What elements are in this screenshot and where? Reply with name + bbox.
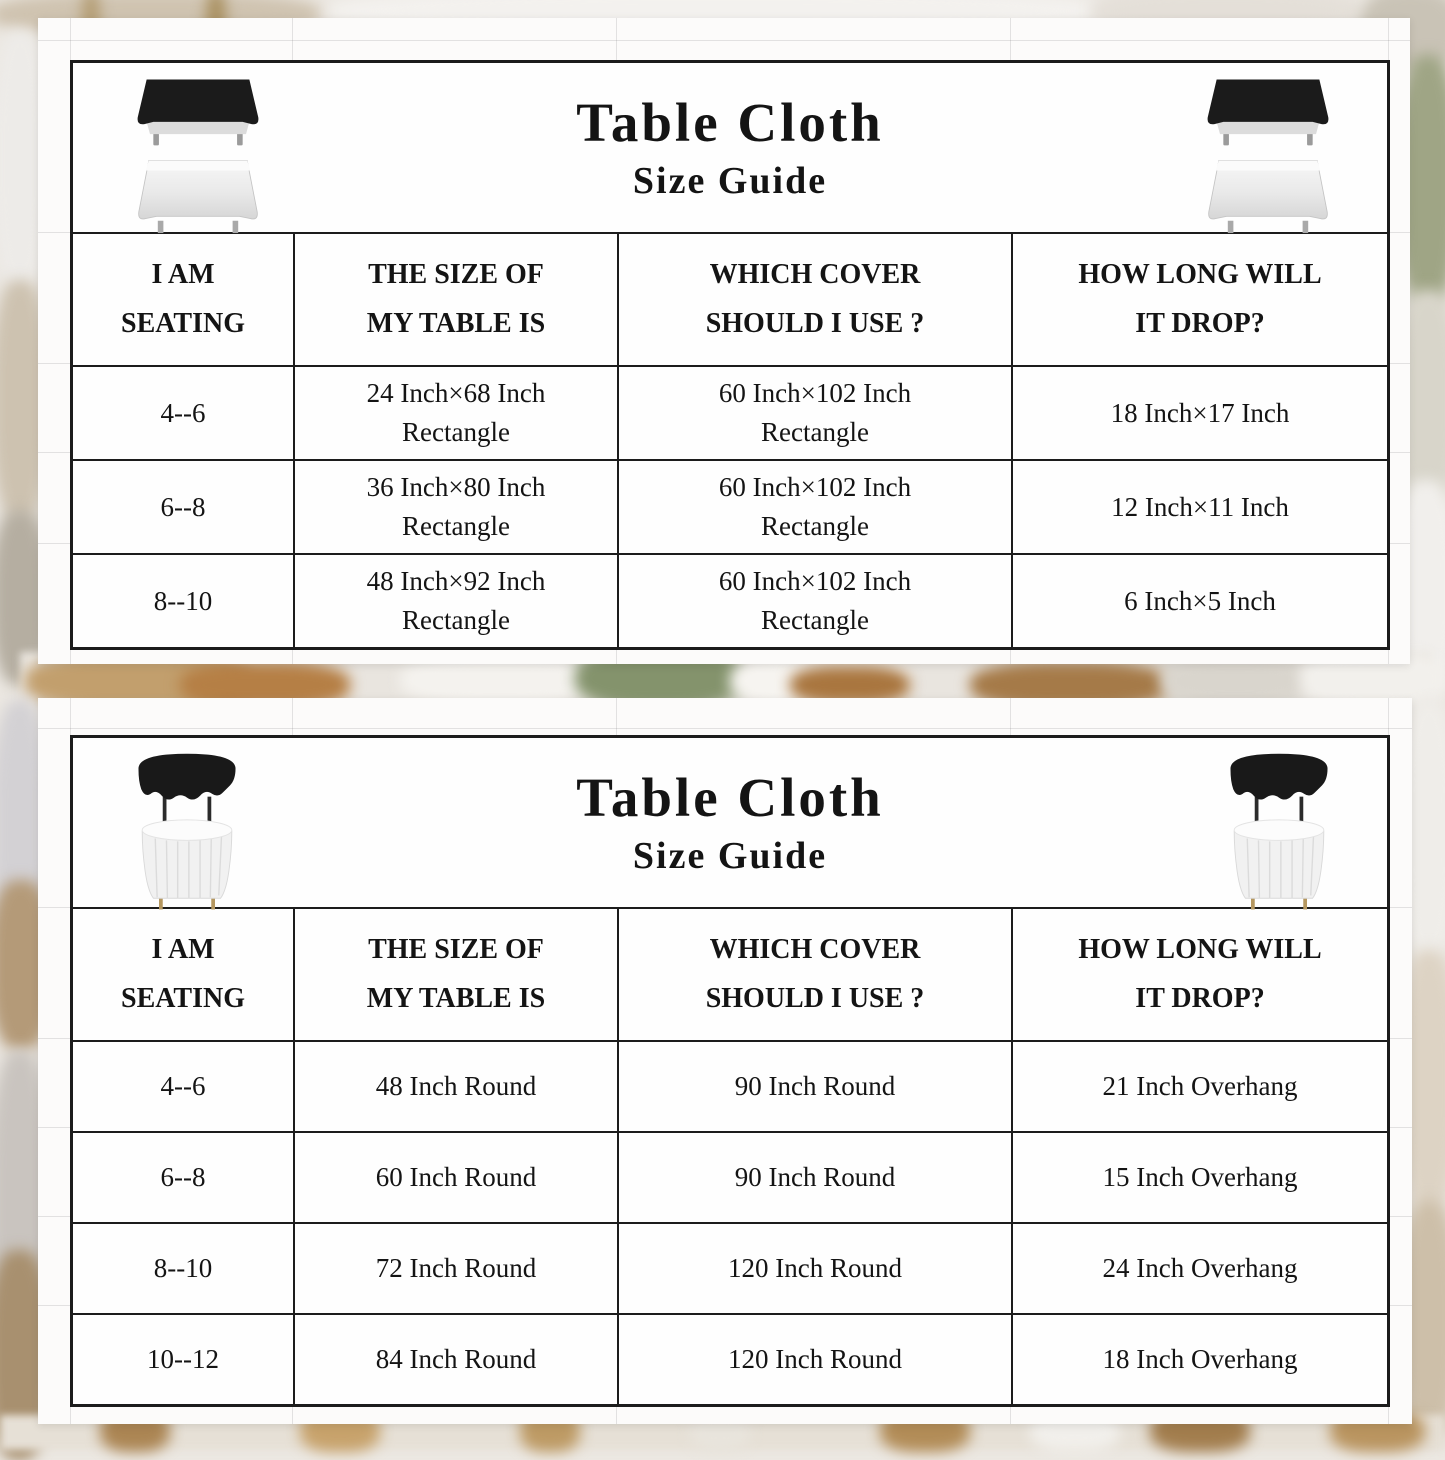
cell-cover (619, 1224, 1013, 1313)
header-line: IT DROP? (1135, 307, 1265, 339)
cell-text: 6--8 (160, 1162, 206, 1193)
cell-cover (619, 1042, 1013, 1131)
cell-text: Rectangle (761, 417, 869, 447)
cell-seating (73, 461, 295, 553)
header-line: SHOULD I USE ? (705, 307, 925, 339)
cell-text: 48 Inch Round (375, 1071, 537, 1102)
round-tablecloth-icons-left (131, 750, 243, 911)
guide-title: Table Cloth (576, 92, 884, 153)
cell-drop (1013, 461, 1387, 553)
cell-cover (619, 461, 1013, 553)
grid-line (38, 728, 1412, 729)
table-row (73, 1042, 1387, 1133)
header-line: I AM (151, 259, 215, 291)
cell-text: 60 Inch×102 Inch (718, 566, 912, 597)
table-row (73, 555, 1387, 647)
header-line: WHICH COVER (709, 259, 921, 291)
cell-text: 8--10 (153, 585, 213, 616)
cell-seating (73, 555, 295, 647)
cell-text: 120 Inch Round (728, 1253, 902, 1284)
header-cell-drop (1013, 909, 1387, 1040)
cell-text: Rectangle (402, 417, 510, 447)
cell-seating (73, 1315, 295, 1404)
rect-tablecloth-icons-left (131, 75, 265, 241)
cell-text: 60 Inch×102 Inch (718, 472, 912, 503)
white-rectangle-tablecloth-icon (1201, 156, 1335, 234)
black-rectangle-tablecloth-icon (1201, 75, 1335, 149)
white-round-tablecloth-icon (1223, 818, 1335, 911)
cell-text: 24 Inch×68 Inch (366, 378, 546, 409)
round-guide-title-band (73, 738, 1387, 909)
cell-table-size (295, 1133, 619, 1222)
table-row (73, 461, 1387, 555)
cell-text: 21 Inch Overhang (1102, 1071, 1298, 1102)
header-line: SEATING (121, 307, 245, 339)
rect-size-guide-table (70, 60, 1390, 650)
round-size-guide-sheet (38, 698, 1412, 1424)
cell-cover (619, 367, 1013, 459)
cell-text: 12 Inch×11 Inch (1111, 491, 1289, 522)
cell-text: 10--12 (147, 1344, 219, 1375)
cell-text: 6--8 (160, 491, 206, 522)
cell-cover (619, 1315, 1013, 1404)
cell-text: 72 Inch Round (375, 1253, 537, 1284)
header-line: SEATING (121, 982, 245, 1014)
cell-text: Rectangle (402, 605, 510, 635)
cell-text: 8--10 (153, 1253, 213, 1284)
header-line: HOW LONG WILL (1078, 934, 1322, 966)
header-line: IT DROP? (1135, 982, 1265, 1014)
cell-table-size (295, 555, 619, 647)
cell-drop (1013, 1042, 1387, 1131)
cell-text: Rectangle (402, 511, 510, 541)
cell-text: 120 Inch Round (728, 1344, 902, 1375)
cell-text: 4--6 (160, 397, 206, 428)
cell-text: 84 Inch Round (375, 1344, 537, 1375)
cell-text: 18 Inch Overhang (1102, 1344, 1298, 1375)
cell-text: 15 Inch Overhang (1102, 1162, 1298, 1193)
header-cell-cover (619, 909, 1013, 1040)
cell-text: Rectangle (761, 511, 869, 541)
cell-text: 60 Inch Round (375, 1162, 537, 1193)
round-tablecloth-icons-right (1223, 750, 1335, 911)
cell-text: 60 Inch×102 Inch (718, 378, 912, 409)
header-cell-drop (1013, 234, 1387, 365)
cell-table-size (295, 461, 619, 553)
guide-title: Table Cloth (576, 767, 884, 828)
cell-table-size (295, 1042, 619, 1131)
cell-table-size (295, 367, 619, 459)
header-line: THE SIZE OF (368, 259, 544, 291)
cell-seating (73, 1133, 295, 1222)
cell-text: 6 Inch×5 Inch (1124, 585, 1276, 616)
cell-text: 90 Inch Round (734, 1162, 896, 1193)
cell-drop (1013, 1315, 1387, 1404)
header-line: MY TABLE IS (366, 982, 546, 1014)
cell-seating (73, 367, 295, 459)
header-line: I AM (151, 934, 215, 966)
cell-seating (73, 1042, 295, 1131)
cell-text: 48 Inch×92 Inch (366, 566, 546, 597)
table-row (73, 1315, 1387, 1404)
header-cell-cover (619, 234, 1013, 365)
cell-drop (1013, 1224, 1387, 1313)
header-line: HOW LONG WILL (1078, 259, 1322, 291)
header-line: MY TABLE IS (366, 307, 546, 339)
cell-text: 4--6 (160, 1071, 206, 1102)
header-row (73, 909, 1387, 1042)
white-rectangle-tablecloth-icon (131, 156, 265, 234)
grid-line (38, 40, 1410, 41)
cell-seating (73, 1224, 295, 1313)
cell-cover (619, 555, 1013, 647)
header-cell-table-size (295, 909, 619, 1040)
rect-size-guide-sheet (38, 18, 1410, 664)
header-line: WHICH COVER (709, 934, 921, 966)
cell-drop (1013, 367, 1387, 459)
cell-text: 18 Inch×17 Inch (1110, 397, 1290, 428)
header-cell-seating (73, 909, 295, 1040)
cell-drop (1013, 555, 1387, 647)
header-row (73, 234, 1387, 367)
table-row (73, 1133, 1387, 1224)
header-line: SHOULD I USE ? (705, 982, 925, 1014)
cell-text: 36 Inch×80 Inch (366, 472, 546, 503)
header-cell-table-size (295, 234, 619, 365)
table-row (73, 1224, 1387, 1315)
rect-guide-title-band (73, 63, 1387, 234)
guide-subtitle: Size Guide (632, 835, 828, 877)
cell-text: 90 Inch Round (734, 1071, 896, 1102)
round-size-guide-table (70, 735, 1390, 1407)
cell-cover (619, 1133, 1013, 1222)
black-rectangle-tablecloth-icon (131, 75, 265, 149)
white-round-tablecloth-icon (131, 818, 243, 911)
cell-text: Rectangle (761, 605, 869, 635)
header-cell-seating (73, 234, 295, 365)
guide-subtitle: Size Guide (632, 160, 828, 202)
table-row (73, 367, 1387, 461)
cell-table-size (295, 1315, 619, 1404)
header-line: THE SIZE OF (368, 934, 544, 966)
cell-table-size (295, 1224, 619, 1313)
cell-drop (1013, 1133, 1387, 1222)
cell-text: 24 Inch Overhang (1102, 1253, 1298, 1284)
rect-tablecloth-icons-right (1201, 75, 1335, 241)
